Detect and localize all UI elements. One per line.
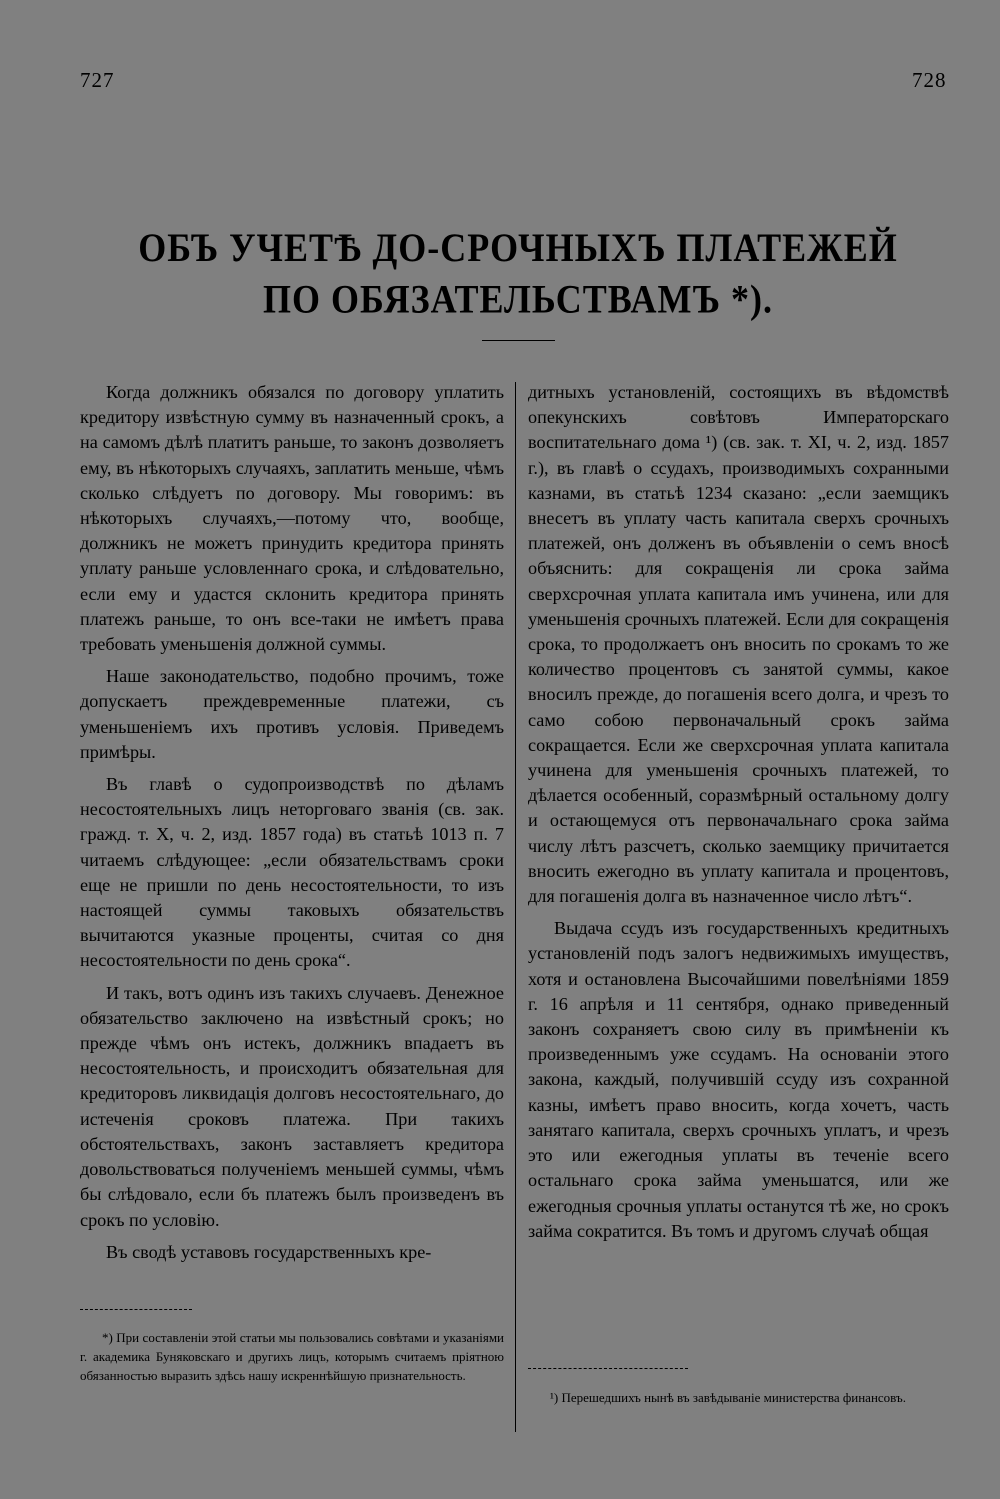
page-number-left: 727	[80, 68, 115, 92]
footnote-rule-left	[80, 1309, 192, 1310]
footnote-text: *) При составленіи этой статьи мы пользовались совѣтами и указаніями г. академика Буняковскаго и другихъ лицъ, которымъ считаемъ пріятною обязанностью выразить здѣсь нашу искреннѣйшую признательность.	[80, 1330, 504, 1383]
paragraph: Въ сводѣ уставовъ государственныхъ кре-	[106, 1241, 432, 1262]
paragraph: Когда должникъ обязался по договору уплатить кредитору извѣстную сумму въ назначенный срокъ, а на самомъ дѣлѣ платитъ раньше, то законъ дозволяетъ ему, въ нѣкоторыхъ случаяхъ, заплатить меньше, чѣмъ сколько слѣдуетъ по договору. Мы говоримъ: въ нѣкоторыхъ случаяхъ,—потому что, вообще, должникъ не можетъ принудить кредитора принять уплату раньше условленнаго срока, и слѣдовательно, если ему и удастся склонить кредитора принять платежъ раньше, то онъ все-таки не имѣетъ права требовать уменьшенія должной суммы.	[80, 382, 504, 655]
right-column	[528, 380, 949, 1251]
footnote-left	[80, 1328, 504, 1385]
footnote-rule-right	[528, 1368, 688, 1369]
title-line-1: ОБЪ УЧЕТѢ ДО-СРОЧНЫХЪ ПЛАТЕЖЕЙ	[138, 225, 898, 271]
footnote-text: ¹) Перешедшихъ нынѣ въ завѣдываніе министерства финансовъ.	[550, 1390, 906, 1405]
title-divider	[482, 340, 555, 341]
column-divider	[515, 382, 516, 1432]
left-column	[80, 380, 504, 1272]
article-title	[80, 222, 956, 325]
title-line-2: ПО ОБЯЗАТЕЛЬСТВАМЪ *).	[263, 276, 773, 322]
paragraph: Въ главѣ о судопроизводствѣ по дѣламъ несостоятельныхъ лицъ неторговаго званія (св. зак. гражд. т. X, ч. 2, изд. 1857 года) въ статьѣ 1013 п. 7 читаемъ слѣдующее: „если обязательствамъ сроки еще не пришли по день несостоятельности, то изъ настоящей суммы таковыхъ обязательствъ вычитаются указные проценты, считая со дня несостоятельности по день срока“.	[80, 774, 504, 971]
paragraph: Выдача ссудъ изъ государственныхъ кредитныхъ установленій подъ залогъ недвижимыхъ имуществъ, хотя и остановлена Высочайшими повелѣніями 1859 г. 16 апрѣля и 11 сентября, однако приведенный законъ сохраняетъ свою силу въ примѣненіи къ произведеннымъ уже ссудамъ. На основаніи этого закона, каждый, получившій ссуду изъ сохранной казны, имѣетъ право вносить, когда хочетъ, часть занятаго капитала, сверхъ срочныхъ уплатъ, и чрезъ это или ежегодныя уплаты въ теченіе всего остальнаго срока займа уменьшатся, или же ежегодныя срочныя уплаты останутся тѣ же, но срокъ займа сократится. Въ томъ и другомъ случаѣ общая	[528, 918, 949, 1241]
paragraph: Наше законодательство, подобно прочимъ, тоже допускаетъ преждевременные платежи, съ уменьшеніемъ ихъ противъ условія. Приведемъ примѣры.	[80, 666, 504, 762]
footnote-right	[528, 1388, 949, 1407]
page-number-right: 728	[912, 68, 947, 92]
paragraph: И такъ, вотъ одинъ изъ такихъ случаевъ. Денежное обязательство заключено на извѣстный срокъ; но прежде чѣмъ онъ истекъ, должникъ впадаетъ въ несостоятельность, и происходитъ обязательная для кредиторовъ ликвидація долговъ несостоятельнаго, до истеченія сроковъ платежа. При такихъ обстоятельствахъ, законъ заставляетъ кредитора довольствоваться полученіемъ меньшей суммы, чѣмъ бы слѣдовало, если бъ платежъ былъ произведенъ въ срокъ по условію.	[80, 982, 504, 1230]
paragraph: дитныхъ установленій, состоящихъ въ вѣдомствѣ опекунскихъ совѣтовъ Императорскаго воспитательнаго дома ¹) (св. зак. т. XI, ч. 2, изд. 1857 г.), въ главѣ о ссудахъ, производимыхъ сохранными казнами, въ статьѣ 1234 сказано: „если заемщикъ внесетъ въ уплату часть капитала сверхъ срочныхъ платежей, онъ долженъ въ объявленіи о семъ вносѣ объяснить: для сокращенія ли срока займа сверхсрочная уплата капитала имъ учинена, или для уменьшенія срочныхъ платежей. Если для сокращенія срока, то продолжаетъ онъ вносить по срокамъ то же количество процентовъ съ занятой суммы, какое вносилъ прежде, до погашенія всего долга, и чрезъ то само собою первоначальный срокъ займа сокращается. Если же сверхсрочная уплата капитала учинена для уменьшенія срочныхъ платежей, то дѣлается особенный, соразмѣрный остальному долгу и остающемуся отъ первоначальнаго срока займа числу лѣтъ разсчетъ, сколько заемщику причитается вносить ежегодно въ уплату капитала и процентовъ, для погашенія долга въ назначенное число лѣтъ“.	[528, 382, 949, 907]
